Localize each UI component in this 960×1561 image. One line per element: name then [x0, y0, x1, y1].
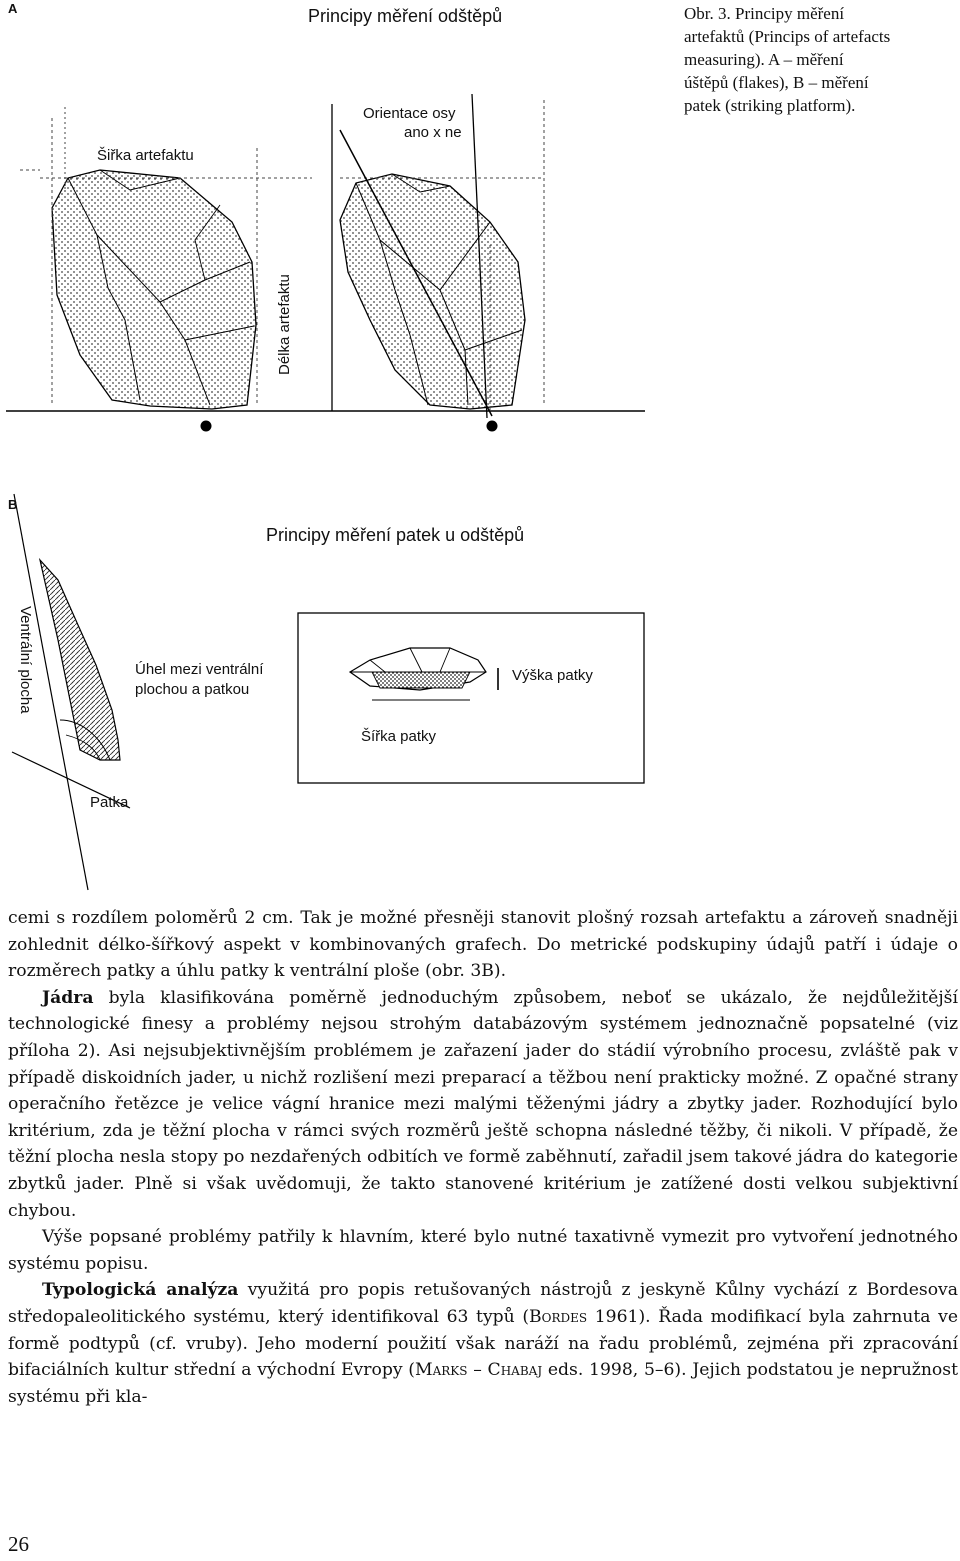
caption-line: patek (striking platform). [684, 96, 856, 115]
author-bordes: Bordes [529, 1306, 588, 1327]
flake-profile [40, 560, 120, 760]
figure-a-title: Principy měření odštěpů [308, 6, 503, 26]
platform-label: Patka [90, 794, 129, 811]
caption-line: measuring). A – měření [684, 50, 844, 69]
flake-left [52, 170, 256, 409]
angle-label-line2: plochou a patkou [135, 681, 250, 698]
paragraph: Výše popsané problémy patřily k hlavním, které bylo nutné taxativně vymezit pro vytvoření jednotného systému popisu. [8, 1227, 958, 1274]
paragraph: Jádra byla klasifikována poměrně jednoduchým způsobem, neboť se ukázalo, že nejdůležitější technologické finesy a problémy nejsou strohým databázovým systémem jednoznačně popsatelné (viz příloha 2). Asi nejsubjektivnějším problémem je zařazení jader do stádií výrobního procesu, zvláště pak v případě diskoidních jader, u nichž rozlišení mezi preparací a těžbou není prakticky možné. Z opačné strany operačního řetězce je velice vágní hranice mezi malými těženými jádry a zbytky jader. Rozhodující bylo kritérium, zda je těžní plocha v rámci svých rozměrů ještě schopna následné těžby, či nikoli. V případě, že těžní plocha nesla stopy po nezdařených odbitích ve formě zaběhnutí, zařadil jsem takové jádra do kategorie zbytků jader. Plně si však uvědomuji, že takto stanovené kritérium je zatížené dosti velkou subjektivní chybou. [8, 987, 958, 1221]
striking-point-left [201, 421, 212, 432]
caption-line: artefaktů (Princips of artefacts [684, 27, 891, 46]
body-text [8, 905, 958, 1410]
author-chabaj: Chabaj [487, 1360, 543, 1381]
caption-line: úštěpů (flakes), B – měření [684, 73, 869, 92]
angle-label-line1: Úhel mezi ventrální [135, 661, 264, 678]
author-marks: Marks [414, 1360, 468, 1381]
orientation-label-line2: ano x ne [404, 124, 462, 141]
flake-right [340, 174, 525, 409]
term-cores: Jádra [42, 987, 94, 1008]
caption-line: Obr. 3. Principy měření [684, 4, 845, 23]
platform-box [298, 613, 644, 783]
orientation-label-line1: Orientace osy [363, 105, 456, 122]
page-number: 26 [8, 1532, 29, 1556]
platform-height-label: Výška patky [512, 667, 593, 684]
term-typology: Typologická analýza [42, 1280, 239, 1301]
panel-letter-b: B [8, 497, 18, 512]
figure-caption [684, 2, 956, 117]
paragraph: cemi s rozdílem poloměrů 2 cm. Tak je možné přesněji stanovit plošný rozsah artefaktu a zároveň snadněji zohlednit délko-šířkový aspekt v kombinovaných grafech. Do metrické podskupiny údajů patří i údaje o rozměrech patky a úhlu patky k ventrální ploše (obr. 3B). [8, 908, 958, 982]
figure-b-title: Principy měření patek u odštěpů [266, 525, 525, 545]
platform-width-label: Šířka patky [361, 728, 437, 745]
width-label: Šiřka artefaktu [97, 147, 194, 164]
paragraph: Typologická analýza využitá pro popis retušovaných nástrojů z jeskyně Kůlny vychází z Bordesova středopaleolitického systému, který identifikoval 63 typů (Bordes 1961). Řada modifikací byla zahrnuta ve formě podtypů (cf. vruby). Jeho moderní použití však naráží na řadu problémů, zejména při zpracování bifaciálních kultur střední a východní Evropy (Marks – Chabaj eds. 1998, 5–6). Jejich podstatou je nepružnost systému při kla- [8, 1280, 959, 1407]
ventral-label: Ventrální plocha [17, 606, 34, 714]
panel-letter-a: A [8, 1, 18, 16]
length-label: Délka artefaktu [276, 274, 293, 375]
striking-point-right [487, 421, 498, 432]
